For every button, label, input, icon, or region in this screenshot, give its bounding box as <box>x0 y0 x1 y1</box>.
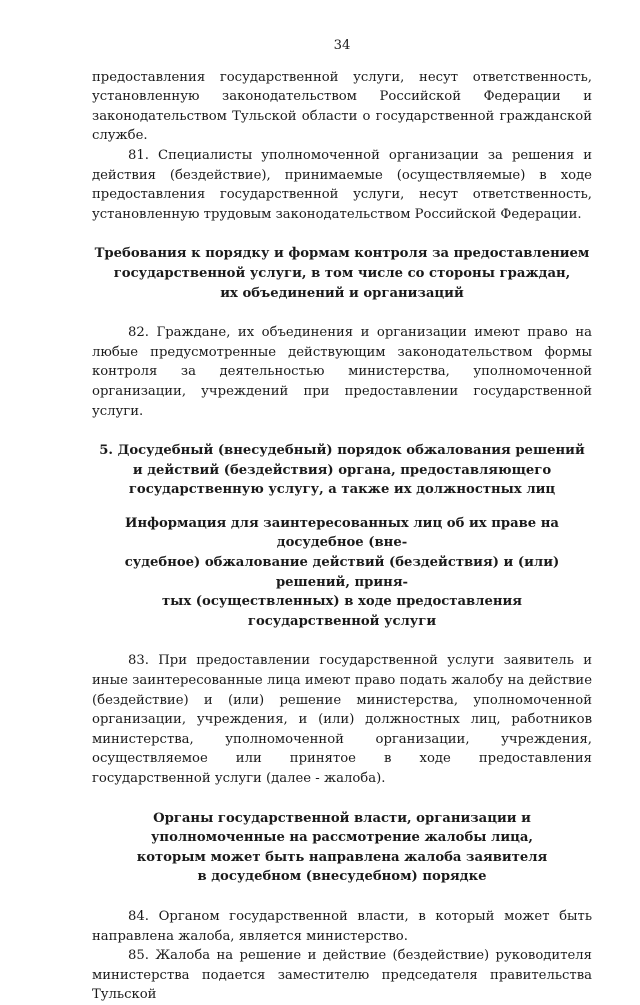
heading-section-5 <box>92 441 592 500</box>
heading-line: Информация для заинтересованных лиц об их праве на досудебное (вне- <box>125 515 559 551</box>
heading-line: Требования к порядку и формам контроля за предоставлением <box>94 246 590 262</box>
document-page <box>92 36 592 1005</box>
heading-control-requirements <box>92 244 592 303</box>
heading-line: государственную услугу, а также их должностных лиц <box>128 482 556 498</box>
paragraph-85: 85. Жалоба на решение и действие (бездействие) руководителя министерства подается заместителю председателя правительства Тульской <box>92 948 592 1003</box>
paragraph-81: 81. Специалисты уполномоченной организации за решения и действия (бездействие), принимаемые (осуществляемые) в ходе предоставления государственной услуги, несут ответственность, установленную трудовым законодательством Российской Федерации. <box>92 147 592 222</box>
heading-line: которым может быть направлена жалоба заявителя <box>136 849 548 865</box>
heading-line: государственной услуги <box>247 613 437 629</box>
paragraph-82: 82. Граждане, их объединения и организации имеют право на любые предусмотренные действующим законодательством формы контроля за деятельностью министерства, уполномоченной организации, учреждений при предоставлении государственной услуги. <box>92 325 592 419</box>
heading-line: судебное) обжалование действий (бездействия) и (или) решений, приня- <box>124 555 560 590</box>
paragraph-continuation: предоставления государственной услуги, несут ответственность, установленную законодательством Российской Федерации и законодательством Тульской области о государственной гражданской службе. <box>92 69 592 144</box>
page-number: 34 <box>333 38 351 53</box>
paragraph-84: 84. Органом государственной власти, в который может быть направлена жалоба, является министерство. <box>92 908 592 944</box>
heading-line: в досудебном (внесудебном) порядке <box>197 869 487 885</box>
heading-line: государственной услуги, в том числе со стороны граждан, <box>113 265 571 281</box>
heading-line: тых (осуществленных) в ходе предоставления <box>161 594 523 610</box>
heading-line: уполномоченные на рассмотрение жалобы лица, <box>150 830 534 846</box>
heading-line: их объединений и организаций <box>220 285 464 301</box>
paragraph-83: 83. При предоставлении государственной услуги заявитель и иные заинтересованные лица имеют право подать жалобу на действие (бездействие) и (или) решение министерства, уполномоченной организации, учреждения, и (или) должностных лиц, работников министерства, уполномоченной организации, учреждения, осуществляемое или принятое в ходе предоставления государственной услуги (далее - жалоба). <box>92 653 592 786</box>
heading-line: Органы государственной власти, организации и <box>153 810 531 826</box>
heading-line: 5. Досудебный (внесудебный) порядок обжалования решений <box>99 443 585 459</box>
heading-information <box>92 514 592 632</box>
heading-line: и действий (бездействия) органа, предоставляющего <box>132 462 552 478</box>
heading-authorities <box>92 809 592 887</box>
